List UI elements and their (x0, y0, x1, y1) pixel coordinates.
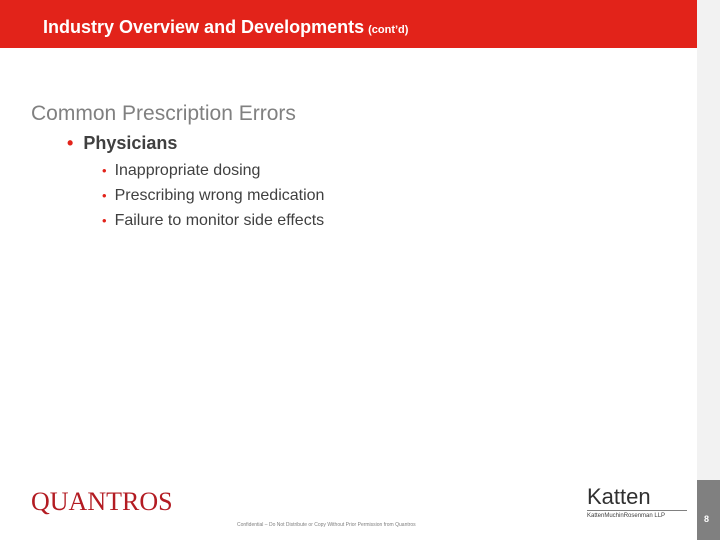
page-number-box (697, 480, 720, 540)
section-heading: Common Prescription Errors (31, 102, 296, 125)
bullet-label: Physicians (83, 133, 178, 153)
katten-logo-rule (587, 510, 687, 511)
katten-logo-subtitle: KattenMuchinRosenman LLP (587, 513, 666, 519)
sub-bullet-item (102, 210, 324, 235)
sub-bullet-label: Prescribing wrong medication (114, 187, 325, 204)
sub-bullet-item (102, 185, 324, 210)
bullet-marker: • (67, 133, 74, 153)
right-side-strip (697, 0, 720, 540)
sub-bullet-marker: • (102, 188, 107, 203)
slide-title (43, 17, 408, 38)
sub-bullet-marker: • (102, 213, 107, 228)
slide-title-text: Industry Overview and Developments (43, 17, 365, 37)
katten-logo: Katten (587, 484, 651, 509)
slide-title-subtitle: (cont’d) (368, 24, 409, 36)
sub-bullet-label: Inappropriate dosing (114, 162, 261, 179)
bullet-physicians (67, 133, 177, 154)
sub-bullet-item (102, 160, 324, 185)
quantros-logo: QUANTROS (31, 487, 173, 516)
sub-bullet-label: Failure to monitor side effects (114, 212, 325, 229)
page-number: 8 (704, 514, 710, 524)
sub-bullet-marker: • (102, 163, 107, 178)
sub-bullet-list (102, 160, 324, 235)
confidential-note: Confidential – Do Not Distribute or Copy Without Prior Permission from Quantros (237, 522, 416, 528)
